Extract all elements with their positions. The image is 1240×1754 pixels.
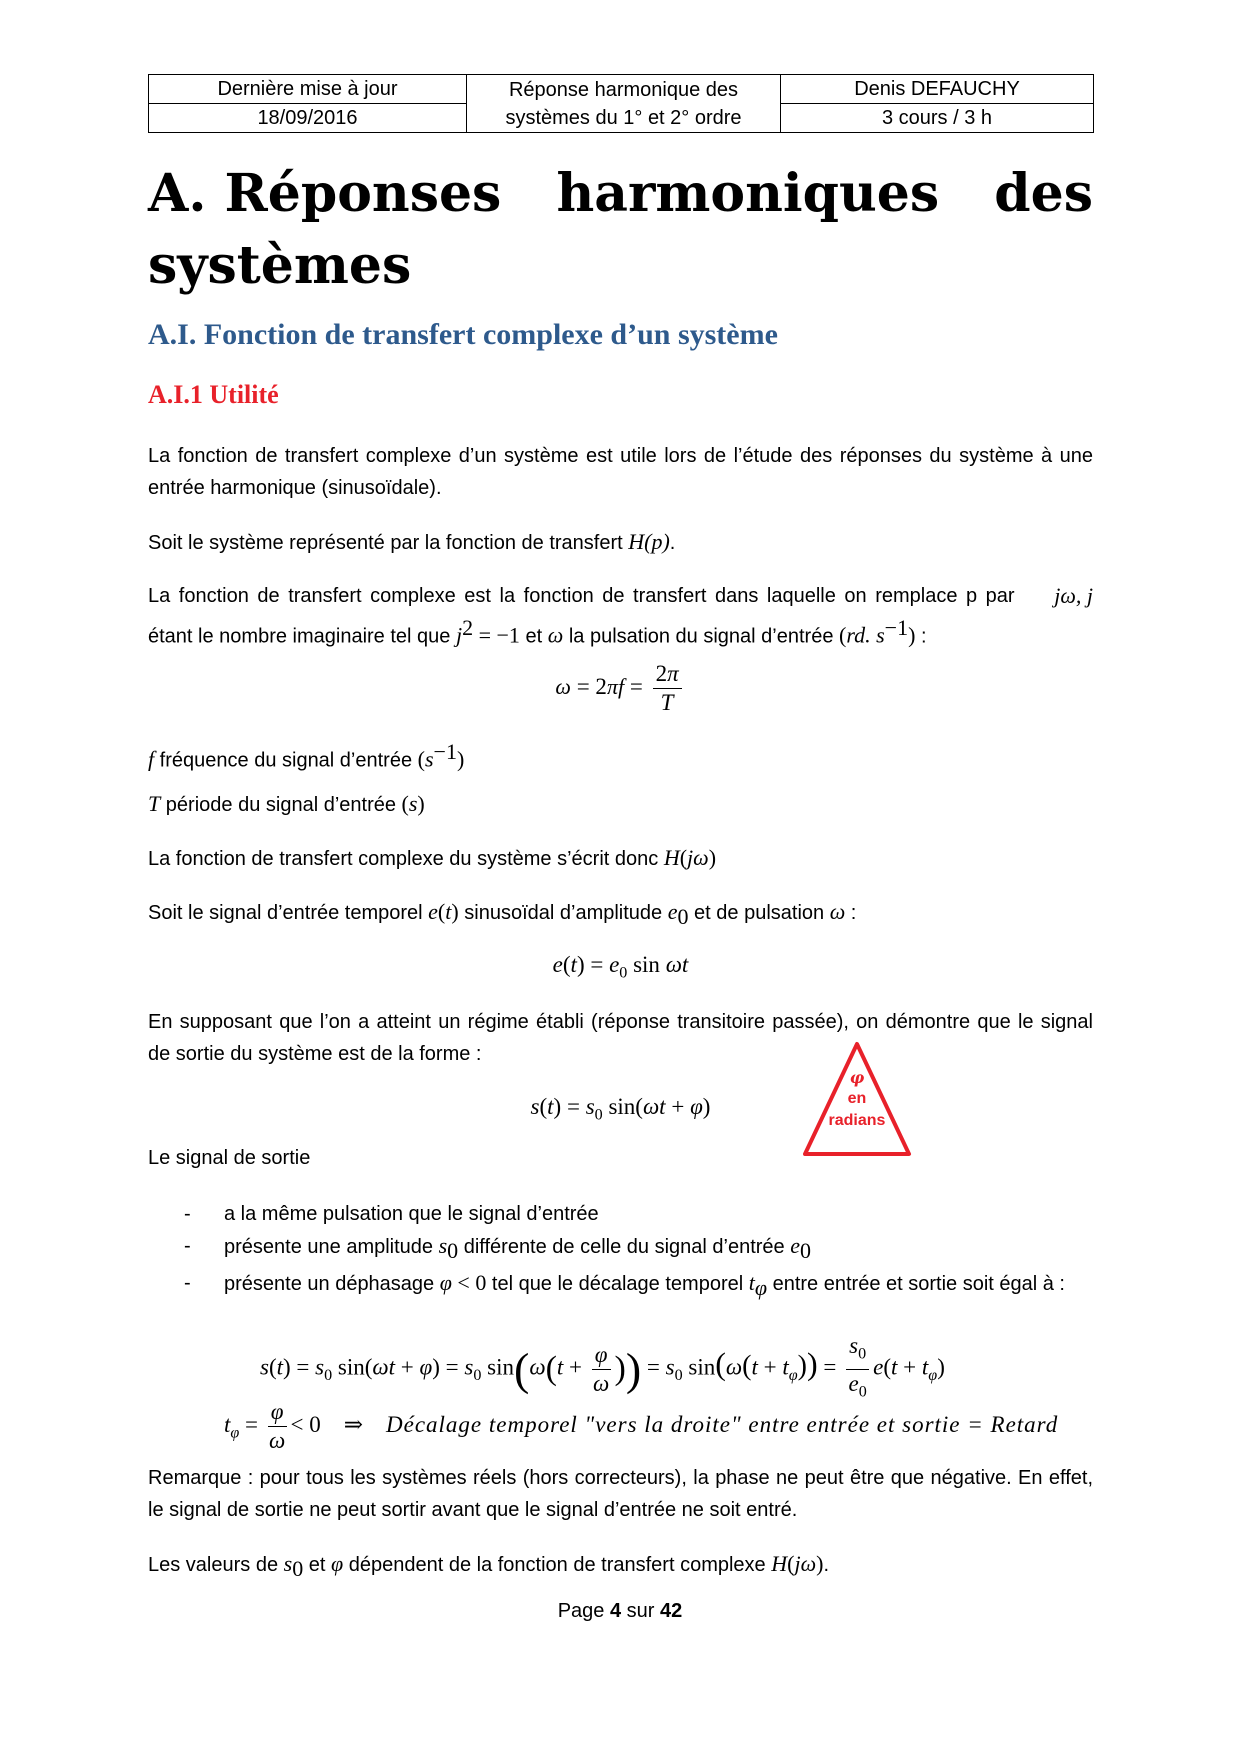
p2-text: Soit le système représenté par la fonction de transfert (148, 532, 629, 554)
paragraph-remark: Remarque : pour tous les systèmes réels (hors correcteurs), la phase ne peut être que négative. En effet, le signal de sortie ne peut sortir avant que le signal d’entrée ne soit entré. (148, 1467, 1093, 1521)
header-title (467, 75, 781, 133)
warning-line2: radians (828, 1112, 886, 1129)
p5-a: Soit le signal d’entrée temporel (148, 902, 429, 924)
page-footer: Page 4 sur 42 (557, 1600, 683, 1622)
definition-f: f fréquence du signal d’entrée $(s^{-1})$ (148, 739, 465, 772)
warning-line1: en (847, 1090, 867, 1107)
p4: La fonction de transfert complexe du système s’écrit donc (148, 848, 664, 870)
equation-output: $s(t) = s_0$ sin(ωt + φ) (530, 1094, 711, 1124)
page-total: 42 (660, 1600, 683, 1622)
math-jw: jω, j (1054, 583, 1093, 608)
paragraph-steady-state: En supposant que l’on a atteint un régime établi (réponse transitoire passée), on démontre que le signal de sortie du système est de la forme : (148, 1011, 1093, 1065)
section-heading: A.I. Fonction de transfert complexe d’un système (148, 318, 778, 351)
header-duration: 3 cours / 3 h (781, 104, 1094, 133)
paragraph-intro: La fonction de transfert complexe d’un système est utile lors de l’étude des réponses du système à une entrée harmonique (sinusoïdale). (148, 445, 1093, 499)
math-j2: j (455, 622, 463, 648)
t-def: période du signal d’entrée (160, 794, 402, 816)
header-title-line1: Réponse harmonique des (508, 78, 739, 101)
paragraph-hjw: La fonction de transfert complexe du système s’écrit donc H(jω) (148, 845, 717, 870)
paragraph-system: Soit le système représenté par la fonction de transfert H(p). (148, 529, 676, 554)
list-item: - présente un déphasage φ < 0 tel que le décalage temporel $t_\varphi$ entre entrée et sortie soit égal à : (148, 1267, 1093, 1304)
list-item: - a la même pulsation que le signal d’entrée (148, 1198, 1093, 1230)
header-title-line2: systèmes du 1° et 2° ordre (505, 106, 742, 129)
title-word-1: A. Réponses (148, 163, 502, 224)
p3-b: étant le nombre imaginaire tel que (148, 625, 456, 648)
equation-retard: $t_\varphi$ = $\frac{\varphi}{\omega}$ < 0 ⇒ Décalage temporel "vers la droite" entre entrée et sortie = Retard (224, 1399, 1059, 1453)
f-def: fréquence du signal d’entrée (154, 749, 418, 772)
header-author: Denis DEFAUCHY (781, 75, 1094, 104)
warning-phi: φ (849, 1068, 865, 1087)
p5-b: sinusoïdal d’amplitude (458, 902, 668, 924)
math-hp: H(p) (628, 529, 670, 554)
title-word-3: des (994, 163, 1093, 224)
p3-d: la pulsation du signal d’entrée (563, 625, 840, 648)
equation-input: $e(t) = e_0$ sin ωt (552, 952, 689, 982)
header-updated-date: 18/09/2016 (149, 104, 467, 133)
paragraph-input: Soit le signal d’entrée temporel e(t) sinusoïdal d’amplitude $e_0$ et de pulsation ω : (148, 899, 857, 929)
page-number: 4 (609, 1600, 622, 1622)
paragraph-output-label: Le signal de sortie (148, 1147, 311, 1169)
list-item: - présente une amplitude $s_0$ différente de celle du signal d’entrée $e_0$ (148, 1230, 1093, 1267)
retard-text: Décalage temporel "vers la droite" entre entrée et sortie = Retard (386, 1411, 1059, 1437)
p3-c: et (519, 625, 548, 648)
equation-omega: ω = 2πf = $\frac{2\pi}{T}$ (148, 660, 1093, 717)
paragraph-complex: La fonction de transfert complexe est la fonction de transfert dans laquelle on remplace p par jω, j étant le nombre imaginaire tel que $j^2 = -1$ et ω la pulsation du signal d’entrée (rd. $s^{-1}$) : (148, 580, 1093, 653)
subsection-heading: A.I.1 Utilité (148, 380, 279, 409)
output-properties-list (148, 1198, 1093, 1304)
paragraph-values: Les valeurs de $s_0$ et φ dépendent de la fonction de transfert complexe H(jω). (148, 1551, 829, 1581)
p5-c: et de pulsation (688, 902, 830, 924)
title-word-4: systèmes (148, 235, 412, 296)
p3-a: La fonction de transfert complexe est la fonction de transfert dans laquelle on remplace p par (148, 585, 1015, 607)
definition-t: T période du signal d’entrée (s) (148, 791, 425, 816)
header-updated-label: Dernière mise à jour (149, 75, 467, 104)
equation-delay: $s(t) = s_0$ $\sin(\omega t + \varphi) = s_0$ sin(ω(t + $\frac{\varphi}{\omega}$ )) = $s_0$ $\sin(\omega(t + t_\varphi))$ = $\frac{s_0}{e_0}$ $e(t + t_\varphi)$ (260, 1333, 945, 1401)
header-table (148, 74, 1094, 133)
page-title (148, 158, 1093, 302)
title-word-2: harmoniques (556, 163, 940, 224)
